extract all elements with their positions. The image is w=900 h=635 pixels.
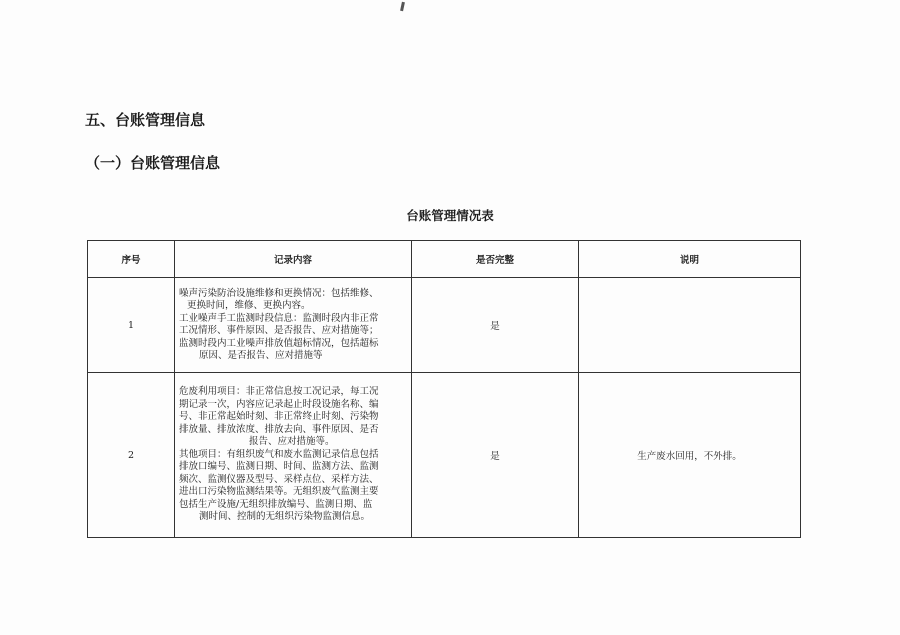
content-line: 原因、是否报告、应对措施等 xyxy=(199,350,323,361)
record-content xyxy=(175,278,412,373)
content-line: 更换时间，维修、更换内容。 xyxy=(187,300,311,311)
completeness-value: 是 xyxy=(412,278,579,373)
content-line: 排放口编号、监测日期、时间、监测方法、监测 xyxy=(179,461,379,473)
content-line: 噪声污染防治设施维修和更换情况：包括维修、 xyxy=(179,287,379,299)
content-line: 频次、监测仪器及型号、采样点位、采样方法、 xyxy=(179,473,379,485)
table-row xyxy=(88,278,801,373)
content-line: 期记录一次，内容应记录起止时段设施名称、编 xyxy=(179,398,379,410)
content-line: 排放量、排放浓度、排放去向、事件原因、是否 xyxy=(179,423,379,435)
column-header-no: 序号 xyxy=(88,241,175,278)
table-title: 台账管理情况表 xyxy=(406,208,494,223)
content-line: 包括生产设施/无组织排放编号、监测日期、监 xyxy=(179,498,373,510)
content-line: 危废利用项目：非正常信息按工况记录，每工况 xyxy=(179,386,379,398)
content-line: 报告、应对措施等。 xyxy=(249,436,335,448)
content-line: 监测时段内工业噪声排放值超标情况，包括超标 xyxy=(179,337,379,349)
section-title: 五、台账管理信息 xyxy=(85,111,206,129)
note-value: 生产废水回用，不外排。 xyxy=(579,373,801,538)
column-header-note: 说明 xyxy=(579,241,801,278)
content-line: 号、非正常起始时刻、非正常终止时刻、污染物 xyxy=(179,411,379,423)
record-content xyxy=(175,373,412,538)
column-header-complete: 是否完整 xyxy=(412,241,579,278)
content-line: 其他项目：有组织废气和废水监测记录信息包括 xyxy=(179,448,379,460)
content-line: 工况情形、事件原因、是否报告、应对措施等； xyxy=(179,325,379,336)
content-line: 测时间、控制的无组织污染物监测信息。 xyxy=(199,511,371,523)
row-number: 1 xyxy=(88,278,175,373)
subsection-title: （一）台账管理信息 xyxy=(85,154,221,172)
ledger-table xyxy=(87,240,801,538)
scan-mark xyxy=(400,2,405,11)
note-value xyxy=(579,278,801,373)
content-line: 进出口污染物监测结果等。无组织废气监测主要 xyxy=(179,486,379,498)
table-header-row xyxy=(88,241,801,278)
content-line: 工业噪声手工监测时段信息：监测时段内非正常 xyxy=(179,312,379,324)
table-row xyxy=(88,373,801,538)
row-number: 2 xyxy=(88,373,175,538)
column-header-content: 记录内容 xyxy=(175,241,412,278)
completeness-value: 是 xyxy=(412,373,579,538)
